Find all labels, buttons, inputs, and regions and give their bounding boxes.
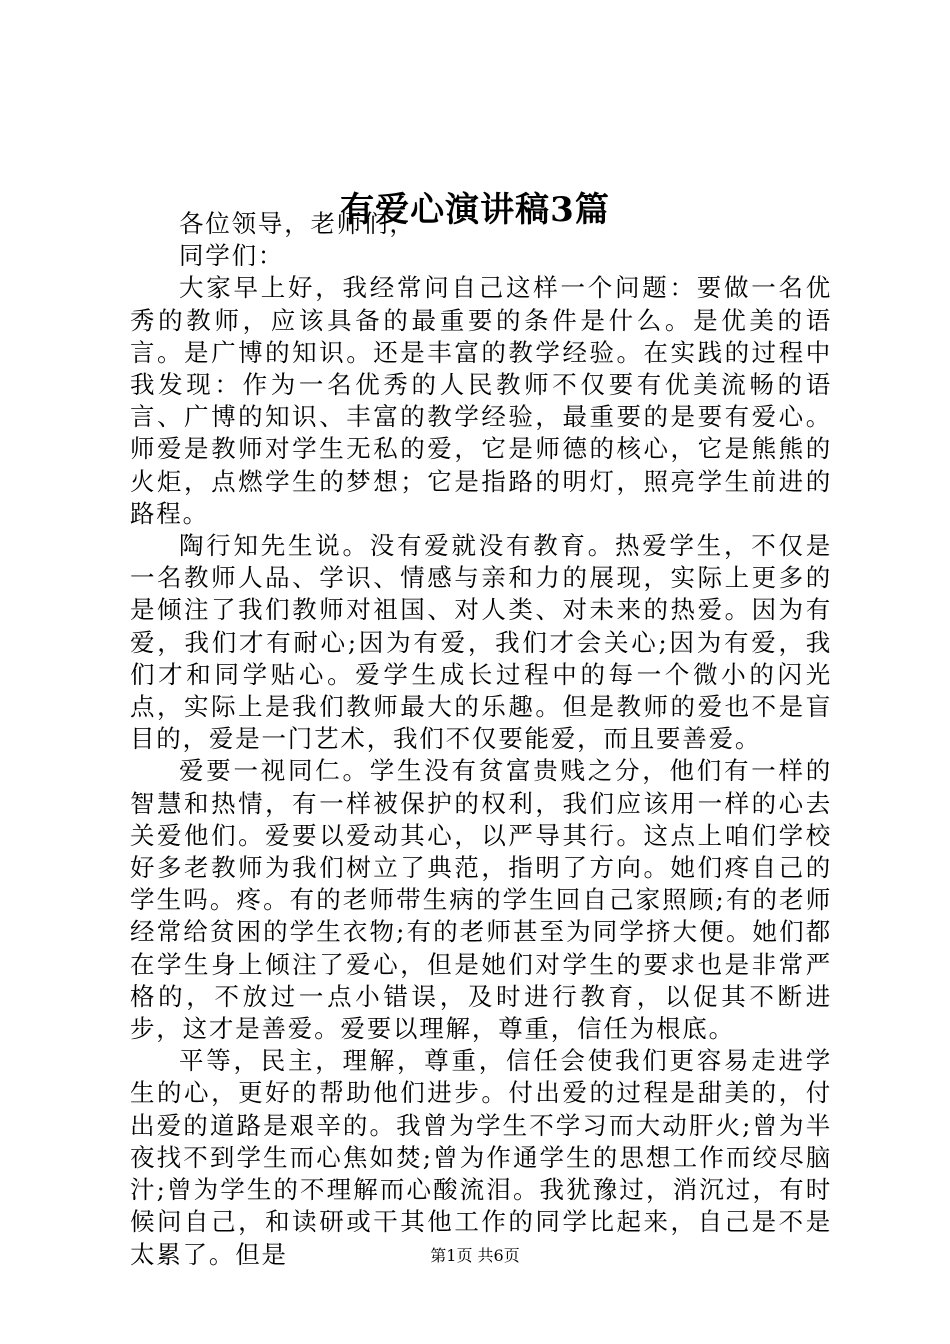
paragraph-4: 平等，民主，理解，尊重，信任会使我们更容易走进学生的心，更好的帮助他们进步。付出爱的过程是甜美的，付出爱的道路是艰辛的。我曾为学生不学习而大动肝火;曾为半夜找不到学生而心焦如焚;曾为作通学生的思想工作而绞尽脑汁;曾为学生的不理解而心酸流泪。我犹豫过，消沉过，有时候问自己，和读研或干其他工作的同学比起来，自己是不是太累了。但是 [130, 1046, 832, 1269]
paragraph-1: 大家早上好，我经常问自己这样一个问题：要做一名优秀的教师，应该具备的最重要的条件是什么。是优美的语言。是广博的知识。还是丰富的教学经验。在实践的过程中我发现：作为一名优秀的人民教师不仅要有优美流畅的语言、广博的知识、丰富的教学经验，最重要的是要有爱心。师爱是教师对学生无私的爱，它是师德的核心，它是熊熊的火炬，点燃学生的梦想；它是指路的明灯，照亮学生前进的路程。 [130, 273, 832, 528]
document-title: 有爱心演讲稿3篇 [340, 190, 610, 230]
paragraph-3: 爱要一视同仁。学生没有贫富贵贱之分，他们有一样的智慧和热情，有一样被保护的权利，我们应该用一样的心去关爱他们。爱要以爱动其心，以严导其行。这点上咱们学校好多老教师为我们树立了典范，指明了方向。她们疼自己的学生吗。疼。有的老师带生病的学生回自己家照顾;有的老师经常给贫困的学生衣物;有的老师甚至为同学挤大便。她们都在学生身上倾注了爱心，但是她们对学生的要求也是非常严格的，不放过一点小错误，及时进行教育，以促其不断进步，这才是善爱。爱要以理解，尊重，信任为根底。 [130, 756, 832, 1044]
page-footer: 第1页 共6页 [430, 1246, 520, 1265]
document-body [130, 208, 832, 1271]
salutation-line-1: 各位领导，老师们， [179, 209, 416, 238]
paragraph-2: 陶行知先生说。没有爱就没有教育。热爱学生，不仅是一名教师人品、学识、情感与亲和力的展现，实际上更多的是倾注了我们教师对祖国、对人类、对未来的热爱。因为有爱，我们才有耐心;因为有爱，我们才会关心;因为有爱，我们才和同学贴心。爱学生成长过程中的每一个微小的闪光点，实际上是我们教师最大的乐趣。但是教师的爱也不是盲目的，爱是一门艺术，我们不仅要能爱，而且要善爱。 [130, 531, 832, 754]
salutation-line-2: 同学们： [179, 241, 285, 271]
